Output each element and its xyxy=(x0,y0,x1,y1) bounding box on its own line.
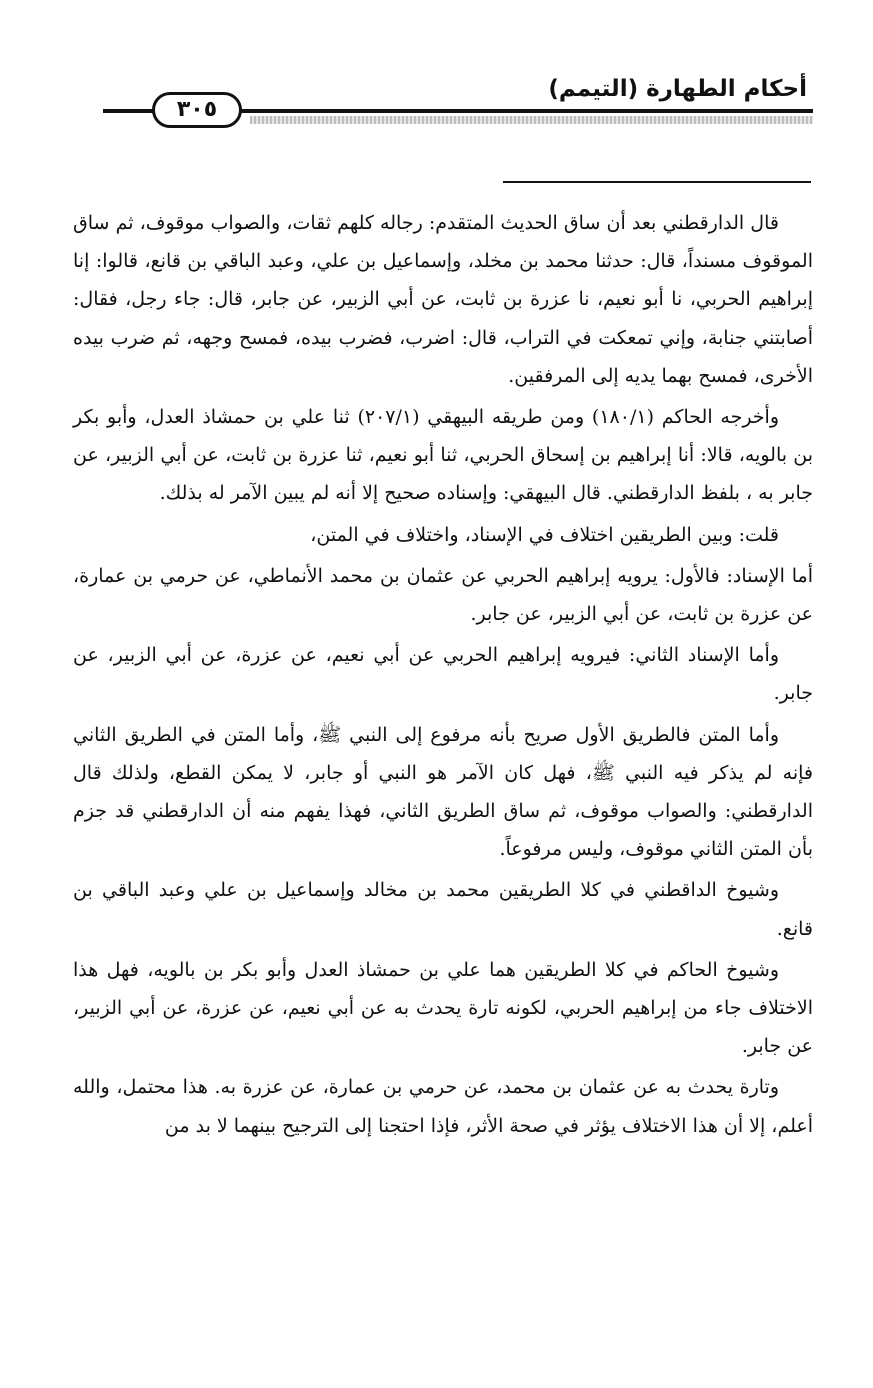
paragraph: وأخرجه الحاكم (١٨٠/١) ومن طريقه البيهقي (٢٠٧/١) ثنا علي بن حمشاذ العدل، وأبو بكر بن بالويه، قالا: أنا إبراهيم بن إسحاق الحربي، ثنا أبو نعيم، ثنا عزرة بن ثابت، عن أبي الزبير، عن جابر به ، بلفظ الدارقطني. قال البيهقي: وإسناده صحيح إلا أنه لم يبين الآمر له بذلك. xyxy=(73,406,813,505)
body-text xyxy=(73,204,813,1148)
paragraph: وأما الإسناد الثاني: فيرويه إبراهيم الحربي عن أبي نعيم، عن عزرة، عن أبي الزبير، عن جابر. xyxy=(73,644,813,705)
page-number-badge: ٣٠٥ xyxy=(152,92,242,128)
paragraph: قلت: وبين الطريقين اختلاف في الإسناد، واختلاف في المتن، xyxy=(310,523,779,546)
paragraph: وأما المتن فالطريق الأول صريح بأنه مرفوع إلى النبي ﷺ، وأما المتن في الطريق الثاني فإنه لم يذكر فيه النبي ﷺ، فهل كان الآمر هو النبي أو جابر، لا يمكن القطع، ولذلك قال الدارقطني: والصواب موقوف، ثم ساق الطريق الثاني، فهذا يفهم منه أن الدارقطني قد جزم بأن المتن الثاني موقوف، وليس مرفوعاً. xyxy=(73,723,813,861)
header-ornament-band xyxy=(250,116,813,124)
running-title: أحكام الطهارة (التيمم) xyxy=(548,76,807,102)
paragraph: وشيوخ الداقطني في كلا الطريقين محمد بن مخالد وإسماعيل بن علي وعبد الباقي بن قانع. xyxy=(73,879,813,940)
paragraph: وتارة يحدث به عن عثمان بن محمد، عن حرمي بن عمارة، عن عزرة به. هذا محتمل، والله أعلم، إلا أن هذا الاختلاف يؤثر في صحة الأثر، فإذا احتجنا إلى الترجيح بينهما لا بد من xyxy=(73,1076,813,1137)
paragraph: وشيوخ الحاكم في كلا الطريقين هما علي بن حمشاذ العدل وأبو بكر بن بالويه، فهل هذا الاختلاف جاء من إبراهيم الحربي، لكونه تارة يحدث به عن أبي نعيم، عن عزرة، عن أبي الزبير، عن جابر. xyxy=(73,958,813,1058)
paragraph: قال الدارقطني بعد أن ساق الحديث المتقدم: رجاله كلهم ثقات، والصواب موقوف، ثم ساق الموقوف مسنداً، قال: حدثنا محمد بن مخلد، وإسماعيل بن علي، وعبد الباقي بن قانع، قالوا: إنا إبراهيم الحربي، نا أبو نعيم، نا عزرة بن ثابت، عن أبي الزبير، عن جابر، قال: جاء رجل، فقال: أصابتني جنابة، وإني تمعكت في التراب، قال: اضرب، فضرب بيده، فمسح وجهه، ثم ضرب بيده الأخرى، فمسح بهما يديه إلى المرفقين. xyxy=(73,212,813,387)
paragraph: أما الإسناد: فالأول: يرويه إبراهيم الحربي عن عثمان بن محمد الأنماطي، عن حرمي بن عمارة، عن عزرة بن ثابت، عن أبي الزبير، عن جابر. xyxy=(73,564,813,626)
top-separator-rule xyxy=(503,181,811,183)
